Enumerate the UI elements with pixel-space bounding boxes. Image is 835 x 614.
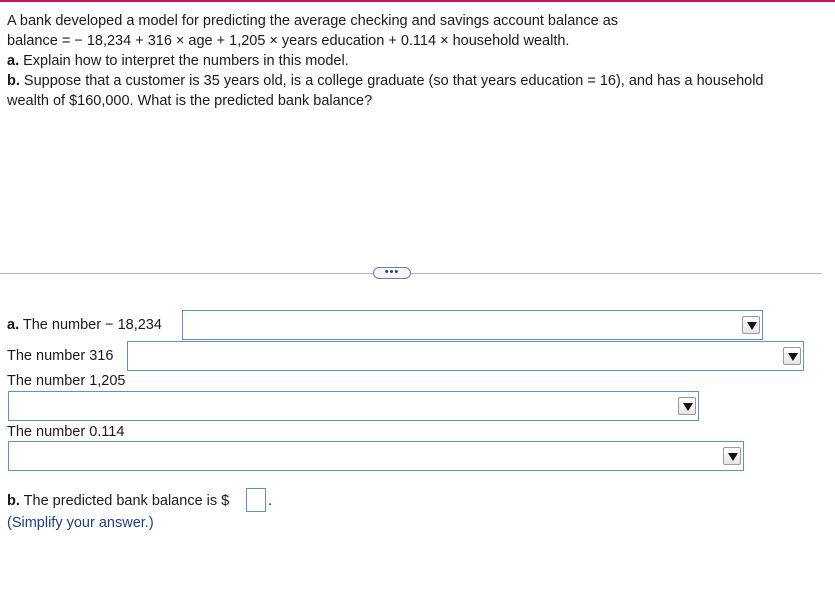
answer-period: . bbox=[268, 493, 273, 509]
chevron-down-icon[interactable] bbox=[678, 397, 696, 415]
simplify-hint: (Simplify your answer.) bbox=[7, 515, 154, 531]
part-a-question bbox=[7, 52, 827, 72]
expand-more-button[interactable]: ••• bbox=[373, 267, 411, 279]
part-b-marker: b. bbox=[7, 73, 20, 89]
part-b-answer-prompt bbox=[7, 492, 229, 510]
part-b-question bbox=[7, 72, 827, 92]
part-a-marker: a. bbox=[7, 53, 20, 69]
number-1-dropdown[interactable] bbox=[182, 310, 763, 340]
number-3-label: The number 1,205 bbox=[7, 373, 126, 389]
bank-balance-input[interactable] bbox=[246, 488, 266, 512]
number-2-label: The number 316 bbox=[7, 348, 114, 364]
number-3-dropdown[interactable] bbox=[8, 391, 699, 421]
number-1-label bbox=[7, 316, 162, 334]
number-2-dropdown[interactable] bbox=[127, 341, 804, 371]
number-4-dropdown[interactable] bbox=[8, 441, 744, 471]
answer-b-marker: b. bbox=[7, 493, 20, 509]
model-equation: balance = − 18,234 + 316 × age + 1,205 × years education + 0.114 × household wealth. bbox=[7, 33, 570, 49]
part-b-question-line-2: wealth of $160,000. What is the predicted bank balance? bbox=[7, 93, 373, 109]
part-a-text: Explain how to interpret the numbers in this model. bbox=[23, 53, 349, 69]
top-accent-bar bbox=[0, 0, 835, 2]
part-b-answer-text: The predicted bank balance is $ bbox=[23, 493, 230, 509]
answer-a-marker: a. bbox=[7, 317, 20, 333]
number-1-text: The number − 18,234 bbox=[22, 317, 162, 333]
number-4-label: The number 0.114 bbox=[7, 424, 125, 440]
part-b-text: Suppose that a customer is 35 years old, is a college graduate (so that years education = 16), and has a household bbox=[23, 73, 764, 89]
question-line-1: A bank developed a model for predicting the average checking and savings account balance as bbox=[7, 13, 619, 29]
section-divider bbox=[0, 273, 822, 274]
chevron-down-icon[interactable] bbox=[742, 316, 760, 334]
chevron-down-icon[interactable] bbox=[723, 447, 741, 465]
chevron-down-icon[interactable] bbox=[783, 347, 801, 365]
